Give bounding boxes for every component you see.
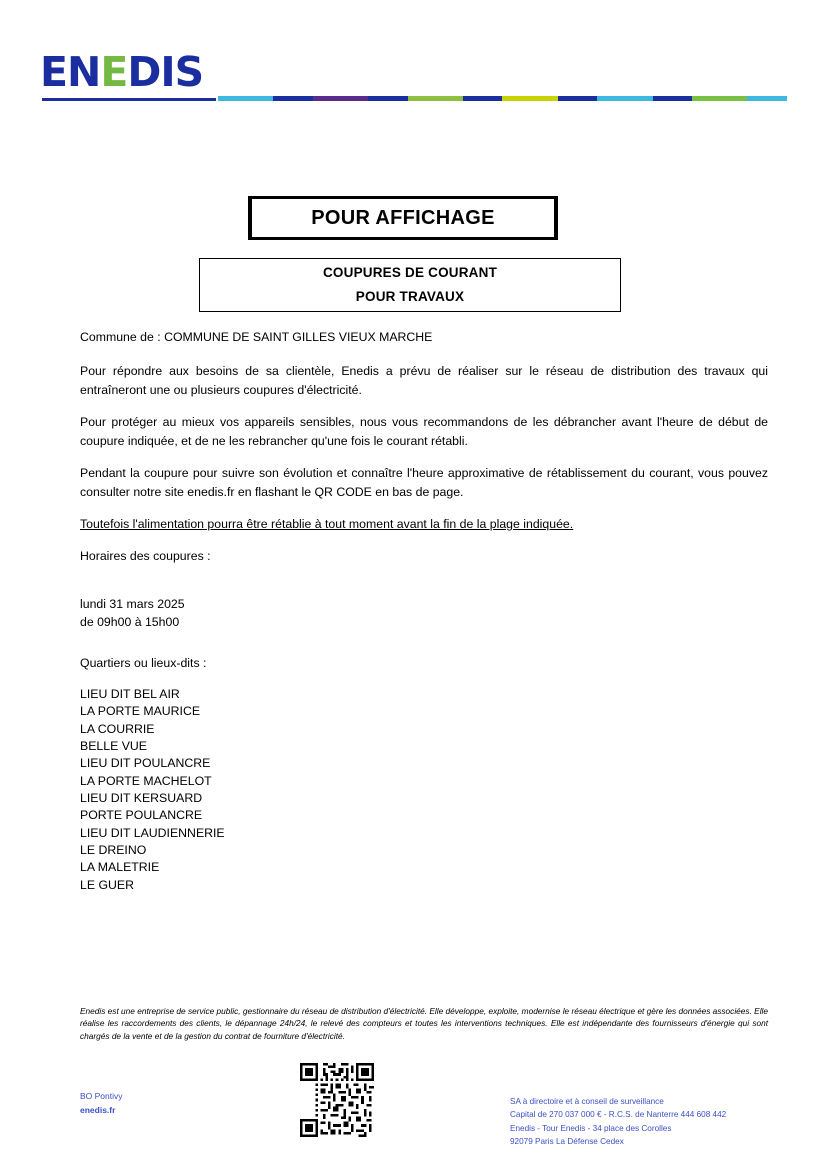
colorbar-segment — [502, 96, 557, 101]
hours-label: Horaires des coupures : — [80, 549, 211, 564]
list-item: LIEU DIT KERSUARD — [80, 791, 203, 806]
schedule-date: lundi 31 mars 2025 — [80, 597, 185, 612]
qr-code-image — [300, 1063, 374, 1137]
list-item: LA MALETRIE — [80, 860, 160, 875]
schedule-time: de 09h00 à 15h00 — [80, 615, 180, 630]
legal-notice: Enedis est une entreprise de service public, gestionnaire du réseau de distribution d'électricité. Elle développe, exploite, modernise le réseau électrique et gère les données associées. Elle réalise les raccordements des clients, le dépannage 24h/24, le relevé des compteurs et toutes les interventions techniques. Elle est indépendante des fournisseurs d'énergie qui sont chargés de la vente et de la gestion du contrat de fourniture d'électricité. — [80, 1006, 768, 1041]
list-item: BELLE VUE — [80, 739, 147, 754]
list-item: LE GUER — [80, 877, 134, 892]
footer-website-link[interactable]: enedis.fr — [80, 1104, 116, 1115]
colorbar-segment — [313, 96, 368, 101]
list-item: LIEU DIT BEL AIR — [80, 687, 180, 702]
paragraph-2: Pour protéger au mieux vos appareils sensibles, nous vous recommandons de les débrancher avant l'heure de début de coupure indiquée, et de ne les rebrancher qu'une fois le courant rétabli. — [80, 415, 768, 449]
list-item: LIEU DIT LAUDIENNERIE — [80, 825, 225, 840]
schedule-block — [80, 596, 768, 632]
paragraph-1: Pour répondre aux besoins de sa clientèle, Enedis a prévu de réaliser sur le réseau de distribution des travaux qui entraîneront une ou plusieurs coupures d'électricité. — [80, 364, 768, 398]
qr-code[interactable] — [300, 1063, 374, 1137]
colorbar-segment — [218, 96, 273, 101]
commune-label: Commune de : — [80, 330, 161, 344]
list-item: LA PORTE MACHELOT — [80, 773, 212, 788]
commune-line — [80, 328, 768, 347]
list-item: PORTE POULANCRE — [80, 808, 203, 823]
colorbar-segment — [368, 96, 408, 101]
logo-text-part1: EN — [40, 48, 101, 96]
poster-subtitle-box — [199, 258, 621, 312]
footer-left-block — [80, 1090, 123, 1117]
footer-legal-line: Enedis - Tour Enedis - 34 place des Corolles — [510, 1123, 672, 1133]
colorbar-segment — [692, 96, 747, 101]
footer-legal-line: SA à directoire et à conseil de surveillance — [510, 1097, 664, 1106]
footer-legal-line: 92079 Paris La Défense Cedex — [510, 1136, 624, 1146]
subtitle-line-1: COUPURES DE COURANT — [322, 264, 498, 280]
footer-legal-line: Capital de 270 037 000 € - R.C.S. de Nanterre 444 608 442 — [510, 1110, 727, 1120]
notice-underlined: Toutefois l'alimentation pourra être rétablie à tout moment avant la fin de la plage indiquée. — [80, 517, 574, 532]
logo-text-part2: E — [100, 48, 128, 96]
colorbar-segment — [558, 96, 598, 101]
list-item: LIEU DIT POULANCRE — [80, 756, 211, 771]
colorbar-segment — [653, 96, 693, 101]
document-header — [40, 48, 787, 108]
page-title: POUR AFFICHAGE — [251, 198, 555, 238]
colorbar-segment — [597, 96, 652, 101]
list-item: LE DREINO — [80, 843, 147, 858]
places-label: Quartiers ou lieux-dits : — [80, 656, 207, 671]
poster-title-box — [248, 196, 558, 240]
footer-office: BO Pontivy — [80, 1091, 123, 1101]
colorbar-segment — [273, 96, 313, 101]
subtitle-line-2: POUR TRAVAUX — [355, 289, 465, 304]
commune-value: COMMUNE DE SAINT GILLES VIEUX MARCHE — [164, 330, 433, 344]
colorbar-segment — [463, 96, 503, 101]
brand-colorbar — [218, 96, 787, 101]
colorbar-segment — [408, 96, 463, 101]
document-body — [80, 328, 768, 894]
list-item: LA COURRIE — [80, 721, 155, 736]
paragraph-3: Pendant la coupure pour suivre son évolution et connaître l'heure approximative de rétablissement du courant, vous pouvez consulter notre site enedis.fr en flashant le QR CODE en bas de page. — [80, 466, 768, 500]
list-item: LA PORTE MAURICE — [80, 704, 201, 719]
colorbar-segment — [747, 96, 787, 101]
logo-underline — [42, 98, 216, 101]
footer-right-block — [510, 1095, 726, 1148]
logo-text-part3: DIS — [127, 48, 204, 96]
places-list — [80, 686, 768, 894]
